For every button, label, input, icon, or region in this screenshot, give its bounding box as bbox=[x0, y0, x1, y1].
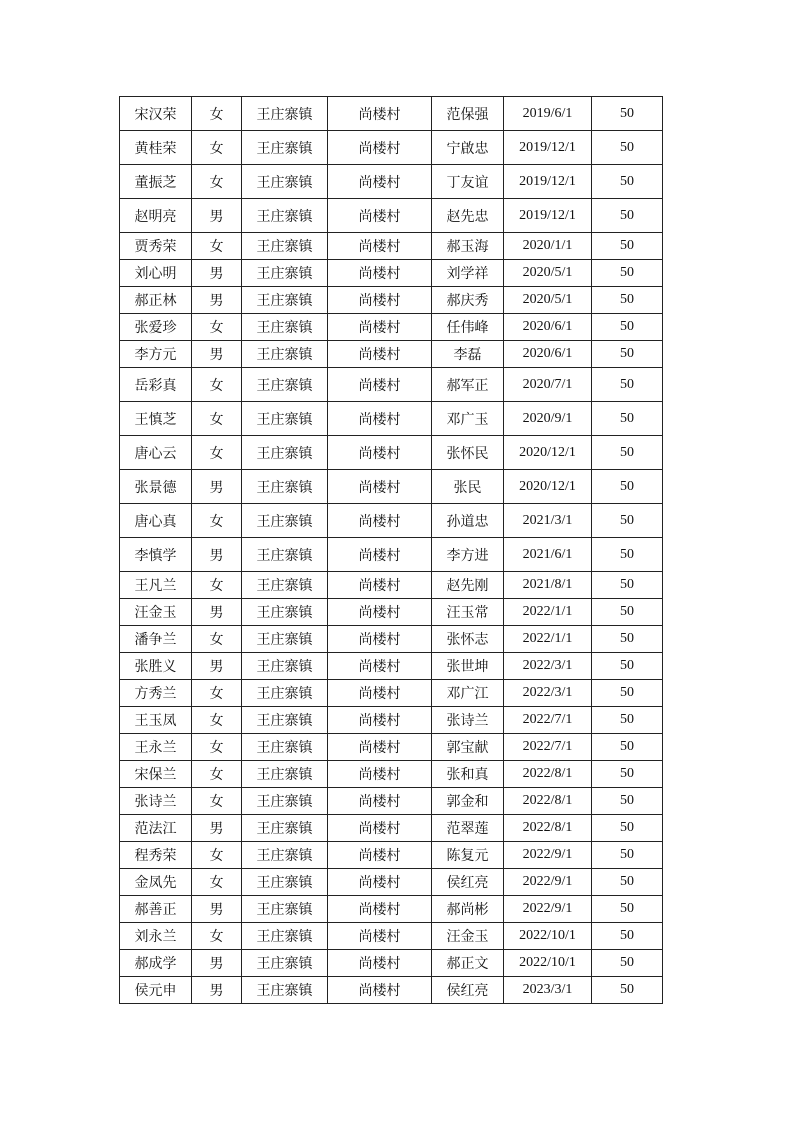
date-cell: 2022/8/1 bbox=[504, 761, 592, 788]
gender-cell: 女 bbox=[192, 314, 242, 341]
date-cell: 2021/8/1 bbox=[504, 572, 592, 599]
town-cell: 王庄寨镇 bbox=[242, 707, 328, 734]
date-cell: 2022/7/1 bbox=[504, 707, 592, 734]
table-row bbox=[120, 165, 663, 199]
gender-cell: 女 bbox=[192, 626, 242, 653]
village-cell: 尚楼村 bbox=[328, 977, 432, 1004]
village-cell: 尚楼村 bbox=[328, 470, 432, 504]
village-cell: 尚楼村 bbox=[328, 165, 432, 199]
village-cell: 尚楼村 bbox=[328, 314, 432, 341]
name-cell: 李方元 bbox=[120, 341, 192, 368]
amount-cell: 50 bbox=[592, 287, 663, 314]
name-cell: 范法江 bbox=[120, 815, 192, 842]
table-row bbox=[120, 761, 663, 788]
village-cell: 尚楼村 bbox=[328, 341, 432, 368]
table-row bbox=[120, 923, 663, 950]
payee-cell: 赵先忠 bbox=[432, 199, 504, 233]
village-cell: 尚楼村 bbox=[328, 436, 432, 470]
town-cell: 王庄寨镇 bbox=[242, 165, 328, 199]
table-row bbox=[120, 842, 663, 869]
amount-cell: 50 bbox=[592, 923, 663, 950]
payee-cell: 郝尚彬 bbox=[432, 896, 504, 923]
village-cell: 尚楼村 bbox=[328, 504, 432, 538]
amount-cell: 50 bbox=[592, 977, 663, 1004]
gender-cell: 男 bbox=[192, 260, 242, 287]
gender-cell: 女 bbox=[192, 402, 242, 436]
gender-cell: 女 bbox=[192, 734, 242, 761]
gender-cell: 女 bbox=[192, 165, 242, 199]
town-cell: 王庄寨镇 bbox=[242, 233, 328, 260]
amount-cell: 50 bbox=[592, 599, 663, 626]
amount-cell: 50 bbox=[592, 260, 663, 287]
table-row bbox=[120, 896, 663, 923]
table-row bbox=[120, 233, 663, 260]
town-cell: 王庄寨镇 bbox=[242, 199, 328, 233]
date-cell: 2022/3/1 bbox=[504, 680, 592, 707]
village-cell: 尚楼村 bbox=[328, 950, 432, 977]
amount-cell: 50 bbox=[592, 626, 663, 653]
name-cell: 郝正林 bbox=[120, 287, 192, 314]
payee-cell: 郝庆秀 bbox=[432, 287, 504, 314]
payee-cell: 邓广玉 bbox=[432, 402, 504, 436]
town-cell: 王庄寨镇 bbox=[242, 788, 328, 815]
table-row bbox=[120, 287, 663, 314]
table-row bbox=[120, 950, 663, 977]
town-cell: 王庄寨镇 bbox=[242, 314, 328, 341]
town-cell: 王庄寨镇 bbox=[242, 950, 328, 977]
table-row bbox=[120, 707, 663, 734]
payee-cell: 郝军正 bbox=[432, 368, 504, 402]
date-cell: 2022/1/1 bbox=[504, 626, 592, 653]
gender-cell: 女 bbox=[192, 504, 242, 538]
name-cell: 宋保兰 bbox=[120, 761, 192, 788]
amount-cell: 50 bbox=[592, 950, 663, 977]
town-cell: 王庄寨镇 bbox=[242, 402, 328, 436]
village-cell: 尚楼村 bbox=[328, 368, 432, 402]
table-row bbox=[120, 572, 663, 599]
name-cell: 张景德 bbox=[120, 470, 192, 504]
subsidy-table bbox=[119, 96, 663, 1004]
amount-cell: 50 bbox=[592, 707, 663, 734]
name-cell: 唐心真 bbox=[120, 504, 192, 538]
village-cell: 尚楼村 bbox=[328, 233, 432, 260]
table-row bbox=[120, 368, 663, 402]
gender-cell: 女 bbox=[192, 97, 242, 131]
town-cell: 王庄寨镇 bbox=[242, 504, 328, 538]
gender-cell: 女 bbox=[192, 923, 242, 950]
town-cell: 王庄寨镇 bbox=[242, 815, 328, 842]
gender-cell: 男 bbox=[192, 815, 242, 842]
name-cell: 汪金玉 bbox=[120, 599, 192, 626]
name-cell: 王永兰 bbox=[120, 734, 192, 761]
gender-cell: 女 bbox=[192, 131, 242, 165]
table-row bbox=[120, 653, 663, 680]
date-cell: 2019/6/1 bbox=[504, 97, 592, 131]
town-cell: 王庄寨镇 bbox=[242, 131, 328, 165]
village-cell: 尚楼村 bbox=[328, 626, 432, 653]
table-row bbox=[120, 504, 663, 538]
village-cell: 尚楼村 bbox=[328, 815, 432, 842]
table-body bbox=[120, 97, 663, 1004]
town-cell: 王庄寨镇 bbox=[242, 97, 328, 131]
village-cell: 尚楼村 bbox=[328, 572, 432, 599]
gender-cell: 男 bbox=[192, 950, 242, 977]
payee-cell: 李磊 bbox=[432, 341, 504, 368]
name-cell: 金凤先 bbox=[120, 869, 192, 896]
table-row bbox=[120, 869, 663, 896]
town-cell: 王庄寨镇 bbox=[242, 287, 328, 314]
town-cell: 王庄寨镇 bbox=[242, 653, 328, 680]
table-row bbox=[120, 341, 663, 368]
amount-cell: 50 bbox=[592, 869, 663, 896]
table-row bbox=[120, 97, 663, 131]
date-cell: 2020/12/1 bbox=[504, 470, 592, 504]
gender-cell: 女 bbox=[192, 436, 242, 470]
town-cell: 王庄寨镇 bbox=[242, 896, 328, 923]
date-cell: 2019/12/1 bbox=[504, 165, 592, 199]
town-cell: 王庄寨镇 bbox=[242, 923, 328, 950]
payee-cell: 邓广江 bbox=[432, 680, 504, 707]
date-cell: 2022/7/1 bbox=[504, 734, 592, 761]
date-cell: 2022/8/1 bbox=[504, 815, 592, 842]
amount-cell: 50 bbox=[592, 815, 663, 842]
date-cell: 2022/9/1 bbox=[504, 869, 592, 896]
gender-cell: 男 bbox=[192, 599, 242, 626]
village-cell: 尚楼村 bbox=[328, 538, 432, 572]
date-cell: 2022/9/1 bbox=[504, 842, 592, 869]
name-cell: 李慎学 bbox=[120, 538, 192, 572]
amount-cell: 50 bbox=[592, 165, 663, 199]
name-cell: 张胜义 bbox=[120, 653, 192, 680]
payee-cell: 刘学祥 bbox=[432, 260, 504, 287]
date-cell: 2020/6/1 bbox=[504, 314, 592, 341]
payee-cell: 侯红亮 bbox=[432, 869, 504, 896]
town-cell: 王庄寨镇 bbox=[242, 869, 328, 896]
name-cell: 张诗兰 bbox=[120, 788, 192, 815]
amount-cell: 50 bbox=[592, 470, 663, 504]
village-cell: 尚楼村 bbox=[328, 599, 432, 626]
name-cell: 郝成学 bbox=[120, 950, 192, 977]
amount-cell: 50 bbox=[592, 97, 663, 131]
gender-cell: 女 bbox=[192, 572, 242, 599]
payee-cell: 张怀民 bbox=[432, 436, 504, 470]
date-cell: 2022/9/1 bbox=[504, 896, 592, 923]
name-cell: 程秀荣 bbox=[120, 842, 192, 869]
amount-cell: 50 bbox=[592, 504, 663, 538]
date-cell: 2022/10/1 bbox=[504, 923, 592, 950]
gender-cell: 女 bbox=[192, 842, 242, 869]
village-cell: 尚楼村 bbox=[328, 653, 432, 680]
amount-cell: 50 bbox=[592, 842, 663, 869]
gender-cell: 女 bbox=[192, 707, 242, 734]
gender-cell: 女 bbox=[192, 869, 242, 896]
payee-cell: 张和真 bbox=[432, 761, 504, 788]
amount-cell: 50 bbox=[592, 314, 663, 341]
date-cell: 2020/9/1 bbox=[504, 402, 592, 436]
gender-cell: 男 bbox=[192, 977, 242, 1004]
village-cell: 尚楼村 bbox=[328, 131, 432, 165]
gender-cell: 男 bbox=[192, 470, 242, 504]
village-cell: 尚楼村 bbox=[328, 896, 432, 923]
date-cell: 2022/3/1 bbox=[504, 653, 592, 680]
town-cell: 王庄寨镇 bbox=[242, 842, 328, 869]
village-cell: 尚楼村 bbox=[328, 788, 432, 815]
name-cell: 王玉凤 bbox=[120, 707, 192, 734]
payee-cell: 宁啟忠 bbox=[432, 131, 504, 165]
table-row bbox=[120, 260, 663, 287]
town-cell: 王庄寨镇 bbox=[242, 626, 328, 653]
name-cell: 唐心云 bbox=[120, 436, 192, 470]
gender-cell: 男 bbox=[192, 199, 242, 233]
payee-cell: 丁友谊 bbox=[432, 165, 504, 199]
gender-cell: 女 bbox=[192, 680, 242, 707]
name-cell: 王慎芝 bbox=[120, 402, 192, 436]
date-cell: 2022/8/1 bbox=[504, 788, 592, 815]
amount-cell: 50 bbox=[592, 538, 663, 572]
name-cell: 赵明亮 bbox=[120, 199, 192, 233]
town-cell: 王庄寨镇 bbox=[242, 761, 328, 788]
date-cell: 2019/12/1 bbox=[504, 131, 592, 165]
name-cell: 潘争兰 bbox=[120, 626, 192, 653]
name-cell: 刘永兰 bbox=[120, 923, 192, 950]
amount-cell: 50 bbox=[592, 680, 663, 707]
gender-cell: 男 bbox=[192, 287, 242, 314]
payee-cell: 郝正文 bbox=[432, 950, 504, 977]
gender-cell: 男 bbox=[192, 341, 242, 368]
payee-cell: 张怀志 bbox=[432, 626, 504, 653]
amount-cell: 50 bbox=[592, 233, 663, 260]
table-row bbox=[120, 815, 663, 842]
table-row bbox=[120, 436, 663, 470]
table-row bbox=[120, 314, 663, 341]
payee-cell: 赵先刚 bbox=[432, 572, 504, 599]
town-cell: 王庄寨镇 bbox=[242, 572, 328, 599]
amount-cell: 50 bbox=[592, 341, 663, 368]
village-cell: 尚楼村 bbox=[328, 869, 432, 896]
amount-cell: 50 bbox=[592, 734, 663, 761]
amount-cell: 50 bbox=[592, 761, 663, 788]
table-row bbox=[120, 788, 663, 815]
name-cell: 刘心明 bbox=[120, 260, 192, 287]
amount-cell: 50 bbox=[592, 436, 663, 470]
name-cell: 方秀兰 bbox=[120, 680, 192, 707]
payee-cell: 张诗兰 bbox=[432, 707, 504, 734]
village-cell: 尚楼村 bbox=[328, 761, 432, 788]
town-cell: 王庄寨镇 bbox=[242, 977, 328, 1004]
payee-cell: 范翠莲 bbox=[432, 815, 504, 842]
table-row bbox=[120, 402, 663, 436]
town-cell: 王庄寨镇 bbox=[242, 470, 328, 504]
amount-cell: 50 bbox=[592, 402, 663, 436]
payee-cell: 范保强 bbox=[432, 97, 504, 131]
date-cell: 2020/7/1 bbox=[504, 368, 592, 402]
name-cell: 贾秀荣 bbox=[120, 233, 192, 260]
payee-cell: 郭金和 bbox=[432, 788, 504, 815]
date-cell: 2021/3/1 bbox=[504, 504, 592, 538]
village-cell: 尚楼村 bbox=[328, 680, 432, 707]
payee-cell: 张民 bbox=[432, 470, 504, 504]
table-row bbox=[120, 470, 663, 504]
gender-cell: 女 bbox=[192, 788, 242, 815]
name-cell: 侯元申 bbox=[120, 977, 192, 1004]
town-cell: 王庄寨镇 bbox=[242, 341, 328, 368]
payee-cell: 郭宝献 bbox=[432, 734, 504, 761]
gender-cell: 男 bbox=[192, 653, 242, 680]
payee-cell: 孙道忠 bbox=[432, 504, 504, 538]
date-cell: 2020/5/1 bbox=[504, 260, 592, 287]
gender-cell: 男 bbox=[192, 896, 242, 923]
table-row bbox=[120, 977, 663, 1004]
name-cell: 宋汉荣 bbox=[120, 97, 192, 131]
name-cell: 岳彩真 bbox=[120, 368, 192, 402]
village-cell: 尚楼村 bbox=[328, 734, 432, 761]
date-cell: 2020/12/1 bbox=[504, 436, 592, 470]
table-row bbox=[120, 626, 663, 653]
village-cell: 尚楼村 bbox=[328, 260, 432, 287]
date-cell: 2022/10/1 bbox=[504, 950, 592, 977]
village-cell: 尚楼村 bbox=[328, 287, 432, 314]
payee-cell: 任伟峰 bbox=[432, 314, 504, 341]
amount-cell: 50 bbox=[592, 788, 663, 815]
name-cell: 黄桂荣 bbox=[120, 131, 192, 165]
payee-cell: 汪金玉 bbox=[432, 923, 504, 950]
table-row bbox=[120, 199, 663, 233]
payee-cell: 郝玉海 bbox=[432, 233, 504, 260]
table-row bbox=[120, 680, 663, 707]
date-cell: 2021/6/1 bbox=[504, 538, 592, 572]
name-cell: 郝善正 bbox=[120, 896, 192, 923]
village-cell: 尚楼村 bbox=[328, 402, 432, 436]
name-cell: 王凡兰 bbox=[120, 572, 192, 599]
table-row bbox=[120, 131, 663, 165]
amount-cell: 50 bbox=[592, 653, 663, 680]
village-cell: 尚楼村 bbox=[328, 97, 432, 131]
payee-cell: 李方进 bbox=[432, 538, 504, 572]
name-cell: 董振芝 bbox=[120, 165, 192, 199]
table-row bbox=[120, 734, 663, 761]
table-row bbox=[120, 538, 663, 572]
payee-cell: 张世坤 bbox=[432, 653, 504, 680]
town-cell: 王庄寨镇 bbox=[242, 368, 328, 402]
gender-cell: 女 bbox=[192, 368, 242, 402]
gender-cell: 男 bbox=[192, 538, 242, 572]
town-cell: 王庄寨镇 bbox=[242, 260, 328, 287]
village-cell: 尚楼村 bbox=[328, 707, 432, 734]
amount-cell: 50 bbox=[592, 896, 663, 923]
village-cell: 尚楼村 bbox=[328, 842, 432, 869]
town-cell: 王庄寨镇 bbox=[242, 436, 328, 470]
date-cell: 2020/5/1 bbox=[504, 287, 592, 314]
amount-cell: 50 bbox=[592, 572, 663, 599]
amount-cell: 50 bbox=[592, 199, 663, 233]
gender-cell: 女 bbox=[192, 761, 242, 788]
gender-cell: 女 bbox=[192, 233, 242, 260]
town-cell: 王庄寨镇 bbox=[242, 734, 328, 761]
amount-cell: 50 bbox=[592, 131, 663, 165]
village-cell: 尚楼村 bbox=[328, 923, 432, 950]
payee-cell: 陈复元 bbox=[432, 842, 504, 869]
date-cell: 2019/12/1 bbox=[504, 199, 592, 233]
town-cell: 王庄寨镇 bbox=[242, 599, 328, 626]
date-cell: 2022/1/1 bbox=[504, 599, 592, 626]
payee-cell: 侯红亮 bbox=[432, 977, 504, 1004]
town-cell: 王庄寨镇 bbox=[242, 680, 328, 707]
amount-cell: 50 bbox=[592, 368, 663, 402]
town-cell: 王庄寨镇 bbox=[242, 538, 328, 572]
table-row bbox=[120, 599, 663, 626]
date-cell: 2020/6/1 bbox=[504, 341, 592, 368]
date-cell: 2020/1/1 bbox=[504, 233, 592, 260]
payee-cell: 汪玉常 bbox=[432, 599, 504, 626]
village-cell: 尚楼村 bbox=[328, 199, 432, 233]
date-cell: 2023/3/1 bbox=[504, 977, 592, 1004]
name-cell: 张爱珍 bbox=[120, 314, 192, 341]
